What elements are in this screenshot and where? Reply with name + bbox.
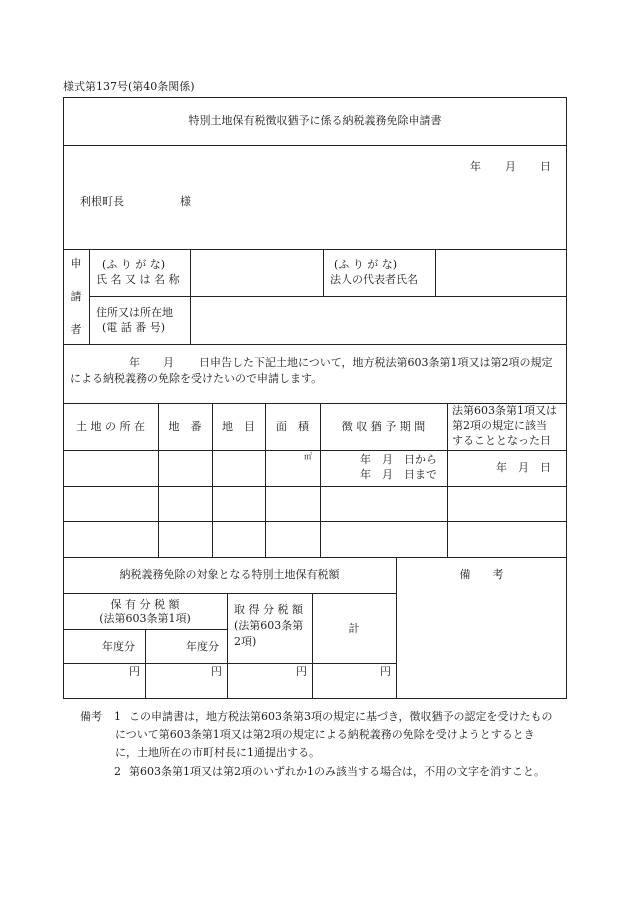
address-label: 住所又は所在地 — [96, 306, 173, 319]
name-field[interactable] — [191, 250, 322, 295]
year-portion-2: 年度分 — [186, 640, 219, 653]
statement-line1: 日申告した下記土地について，地方税法第603条第1項又は第2項の規定 — [199, 356, 553, 369]
date-month: 月 — [505, 160, 516, 173]
phone-label: (電 話 番 号) — [102, 321, 166, 334]
total-label: 計 — [348, 622, 360, 635]
note-2-line1: 第603条第1項又は第2項のいずれか1のみ該当する場合は，不用の文字を消すこと。 — [129, 765, 545, 778]
header-location: 土 地 の 所 在 — [76, 420, 145, 433]
addressee-suffix: 様 — [180, 195, 191, 208]
acquisition-ref-2: 2項) — [234, 635, 257, 648]
period-to: 年 月 日まで — [360, 468, 437, 481]
header-category: 地 目 — [222, 420, 255, 433]
note-1-line3: に，土地所在の市町村長に1通提出する。 — [115, 746, 320, 759]
year-portion-1: 年度分 — [102, 640, 135, 653]
applicant-label-1: 申 — [70, 257, 82, 270]
note-1-number: 1 — [114, 710, 121, 723]
applicant-label-3: 者 — [70, 323, 82, 336]
acquisition-label: 取 得 分 税 額 — [234, 603, 303, 616]
applicant-label-2: 請 — [70, 290, 82, 303]
note-1-line1: この申請書は，地方税法第603条第3項の規定に基づき，徴収猶予の認定を受けたもの — [129, 710, 553, 723]
yen-2: 円 — [211, 665, 222, 678]
name-kana-label: (ふ り が な) — [102, 258, 166, 271]
header-lot: 地 番 — [168, 420, 202, 433]
holding-ref: (法第603条第1項) — [99, 612, 191, 625]
statement-year: 年 — [129, 356, 140, 369]
date-day: 日 — [540, 160, 551, 173]
address-field[interactable] — [191, 297, 566, 343]
acquisition-ref-1: (法第603条第 — [234, 619, 304, 632]
yen-4: 円 — [380, 665, 391, 678]
statement-line2: による納税義務の免除を受けたいので申請します。 — [70, 372, 323, 385]
notes-label: 備考 — [80, 710, 102, 723]
tax-header: 納税義務免除の対象となる特別土地保有税額 — [119, 568, 340, 581]
form-title: 特別土地保有税徴収猶予に係る納税義務免除申請書 — [188, 114, 442, 127]
holding-label: 保 有 分 税 額 — [110, 598, 180, 611]
remarks-field[interactable] — [397, 594, 566, 698]
date-year: 年 — [470, 160, 481, 173]
yen-3: 円 — [296, 665, 307, 678]
note-2-number: 2 — [114, 765, 121, 778]
name-label: 氏 名 又 は 名 称 — [96, 273, 180, 286]
yen-1: 円 — [129, 665, 140, 678]
rep-label: 法人の代表者氏名 — [330, 273, 418, 286]
area-unit: ㎡ — [304, 452, 312, 461]
statement-month: 月 — [163, 356, 174, 369]
addressee-name: 利根町長 — [80, 195, 124, 208]
period-from: 年 月 日から — [360, 453, 437, 466]
applicable-date: 年 月 日 — [496, 461, 551, 474]
remarks-header: 備 考 — [459, 568, 504, 581]
lot-field[interactable] — [159, 451, 211, 485]
form-number: 様式第137号(第40条関係) — [63, 80, 195, 93]
rep-field[interactable] — [436, 250, 566, 295]
category-field[interactable] — [213, 451, 264, 485]
header-applicable-3: することとなった日 — [452, 434, 551, 447]
area-field[interactable] — [266, 461, 319, 485]
note-1-line2: について第603条第1項又は第2項の規定による納税義務の免除を受けようとするとき — [115, 728, 535, 741]
location-field[interactable] — [64, 451, 157, 485]
rep-kana-label: (ふ り が な) — [334, 258, 398, 271]
header-applicable-2: 第2項の規定に該当 — [452, 419, 547, 432]
header-period: 徴 収 猶 予 期 間 — [341, 420, 426, 433]
header-area: 面 積 — [276, 420, 309, 433]
header-applicable-1: 法第603条第1項又は — [452, 404, 557, 417]
